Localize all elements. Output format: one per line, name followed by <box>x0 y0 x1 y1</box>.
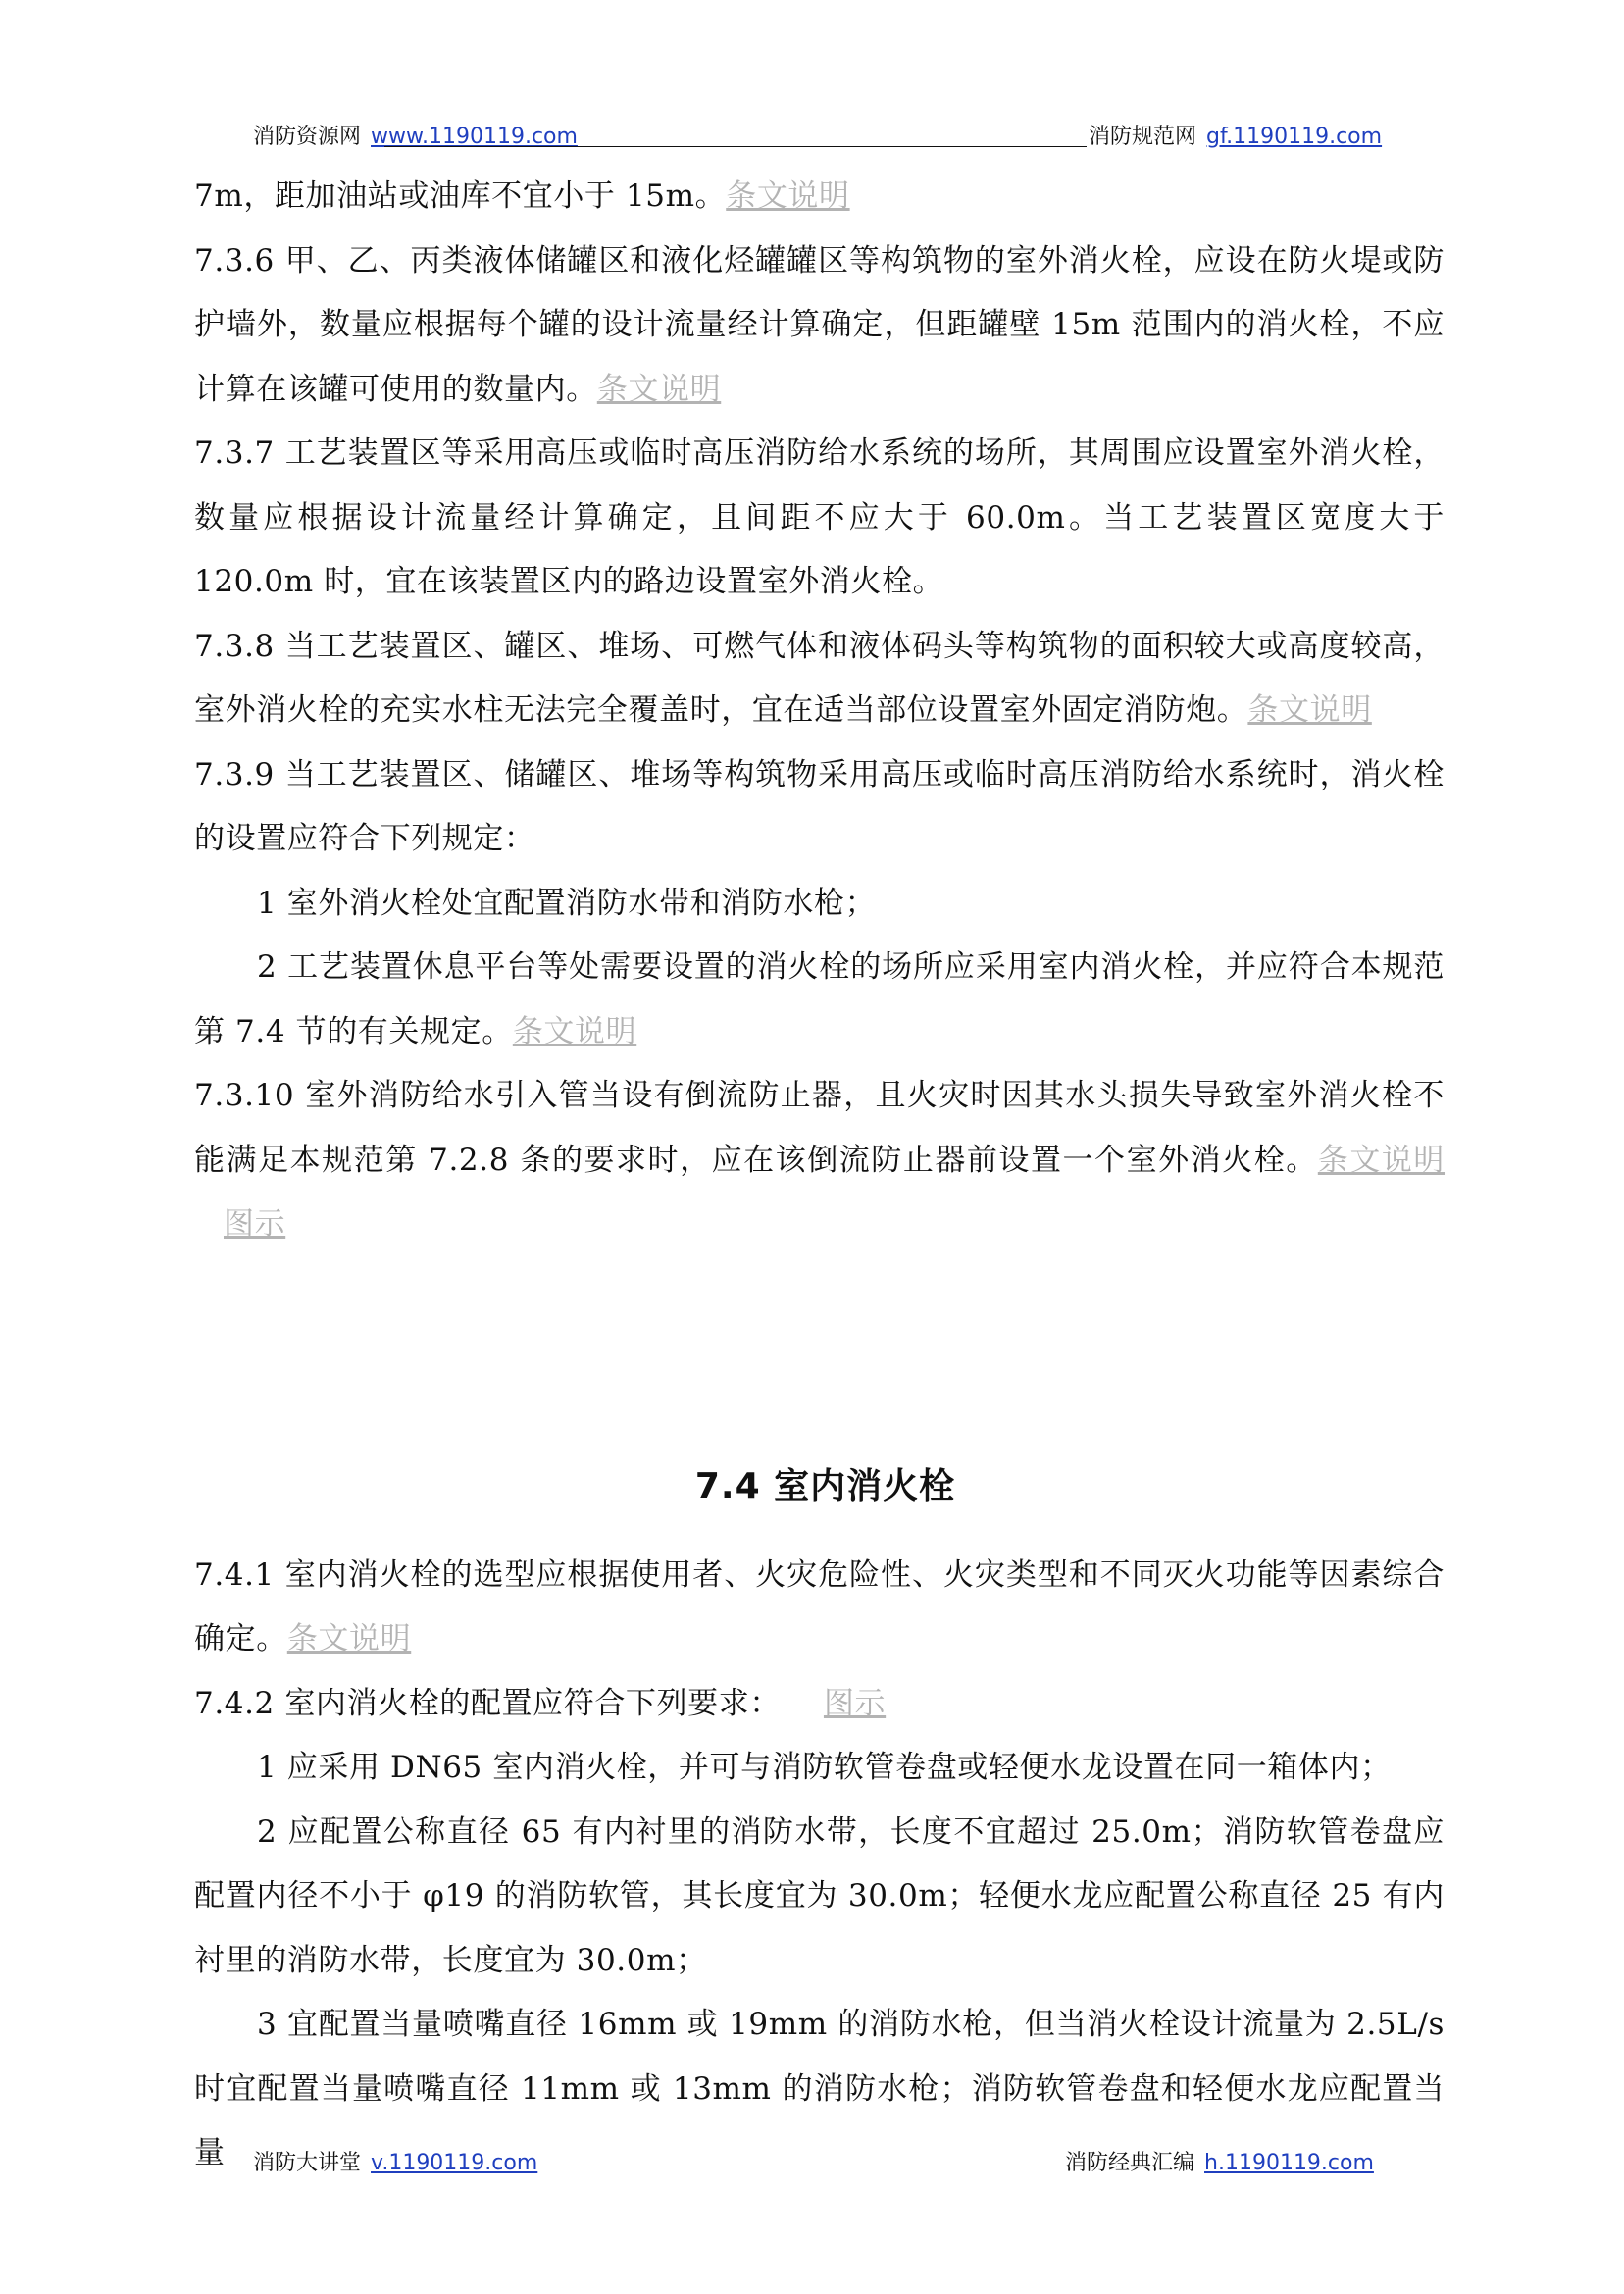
paragraph-7-4-2: 7.4.2 室内消火栓的配置应符合下列要求： 图示 <box>194 1685 887 1721</box>
footer-right-site: 消防经典汇编 <box>1065 2151 1195 2175</box>
paragraph-7-3-8: 7.3.8 当工艺装置区、罐区、堆场、可燃气体和液体码头等构筑物的面积较大或高度较高，室外消火栓的充实水柱无法完全覆盖时，宜在适当部位设置室外固定消防炮。条文说明 <box>194 628 1445 728</box>
clause-note-link[interactable]: 条文说明 <box>596 371 722 407</box>
page-header <box>0 120 1624 159</box>
paragraph-7-3-6: 7.3.6 甲、乙、丙类液体储罐区和液化烃罐罐区等构筑物的室外消火栓，应设在防火堤或防护墙外，数量应根据每个罐的设计流量经计算确定，但距罐壁 15m 范围内的消火栓，不应计算在该罐可使用的数量内。条文说明 <box>194 242 1445 407</box>
paragraph-7-4-2-item-1: 1 应采用 DN65 室内消火栓，并可与消防软管卷盘或轻便水龙设置在同一箱体内； <box>257 1750 1392 1785</box>
clause-note-link[interactable]: 条文说明 <box>726 178 850 214</box>
paragraph-7-3-9: 7.3.9 当工艺装置区、储罐区、堆场等构筑物采用高压或临时高压消防给水系统时，消火栓的设置应符合下列规定： <box>194 756 1445 856</box>
figure-link[interactable]: 图示 <box>823 1685 887 1721</box>
figure-link[interactable]: 图示 <box>224 1206 286 1242</box>
paragraph-7-4-2-item-3: 3 宜配置当量喷嘴直径 16mm 或 19mm 的消防水枪，但当消火栓设计流量为 2.5L/s 时宜配置当量喷嘴直径 11mm 或 13mm 的消防水枪；消防软管卷盘和轻便水龙应配置当量 <box>194 2007 1445 2170</box>
header-rule <box>384 146 1087 147</box>
section-spacer <box>194 1257 1445 1448</box>
paragraph-7-3-10: 7.3.10 室外消防给水引入管当设有倒流防止器，且火灾时因其水头损失导致室外消火栓不能满足本规范第 7.2.8 条的要求时，应在该倒流防止器前设置一个室外消火栓。条文说明图示 <box>194 1078 1446 1242</box>
paragraph-7-4-1: 7.4.1 室内消火栓的选型应根据使用者、火灾危险性、火灾类型和不同灭火功能等因素综合确定。条文说明 <box>194 1556 1445 1657</box>
clause-note-link[interactable]: 条文说明 <box>512 1013 637 1049</box>
paragraph-7-3-9-item-1: 1 室外消火栓处宜配置消防水带和消防水枪； <box>257 885 877 921</box>
header-left-site: 消防资源网 <box>253 125 362 149</box>
section-title: 7.4 室内消火栓 <box>694 1465 956 1506</box>
paragraph-7-3-5-tail: 7m，距加油站或油库不宜小于 15m。条文说明 <box>194 178 850 214</box>
footer-right <box>1065 2146 1374 2176</box>
paragraph-7-3-7: 7.3.7 工艺装置区等采用高压或临时高压消防给水系统的场所，其周围应设置室外消火栓，数量应根据设计流量经计算确定，且间距不应大于 60.0m。当工艺装置区宽度大于 120.0m 时，宜在该装置区内的路边设置室外消火栓。 <box>194 435 1445 599</box>
footer-left-site: 消防大讲堂 <box>253 2151 362 2175</box>
header-right-site: 消防规范网 <box>1089 125 1197 149</box>
clause-note-link[interactable]: 条文说明 <box>286 1621 412 1657</box>
footer-left-link[interactable]: v.1190119.com <box>371 2151 538 2175</box>
header-right <box>1089 120 1382 150</box>
paragraph-7-3-9-item-2: 2 工艺装置休息平台等处需要设置的消火栓的场所应采用室内消火栓，并应符合本规范第 7.4 节的有关规定。条文说明 <box>194 949 1445 1049</box>
header-left-link[interactable]: www.1190119.com <box>371 125 578 149</box>
clause-note-link[interactable]: 条文说明 <box>1247 692 1372 728</box>
footer-left <box>253 2146 537 2176</box>
page-footer <box>0 2146 1624 2185</box>
paragraph-7-4-2-item-2: 2 应配置公称直径 65 有内衬里的消防水带，长度不宜超过 25.0m；消防软管卷盘应配置内径不小于 φ19 的消防软管，其长度宜为 30.0m；轻便水龙应配置公称直径 25 有内衬里的消防水带，长度宜为 30.0m； <box>194 1813 1445 1978</box>
clause-note-link[interactable]: 条文说明 <box>1317 1142 1446 1178</box>
header-right-link[interactable]: gf.1190119.com <box>1206 125 1383 149</box>
document-body <box>194 165 1445 2186</box>
footer-right-link[interactable]: h.1190119.com <box>1204 2151 1374 2175</box>
